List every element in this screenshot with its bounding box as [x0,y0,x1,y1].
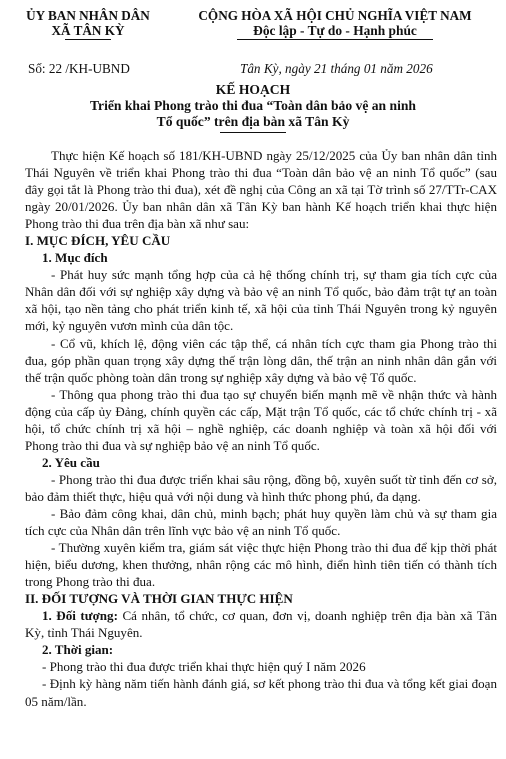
subjects-text: Cá nhân, tổ chức, cơ quan, đơn vị, doanh nghiệp trên địa bàn xã Tân Kỳ, tỉnh Thái Nguyên. [25,608,497,641]
title-line-2: Tổ quốc” trên địa bàn xã Tân Kỳ [156,114,350,129]
subjects-label: 1. Đối tượng: [42,608,118,624]
section-heading-purpose-requirements: I. MỤC ĐÍCH, YÊU CẦU [25,233,171,249]
nation-name: CỘNG HÒA XÃ HỘI CHỦ NGHĨA VIỆT NAM [198,8,472,23]
document-type: KẾ HOẠCH [215,82,291,97]
document-title [40,98,466,133]
title-line-1: Triển khai Phong trào thi đua “Toàn dân bảo vệ an ninh [90,98,416,113]
requirement-item: - Bảo đảm công khai, dân chủ, minh bạch; phát huy quyền làm chủ và sự tham gia tích cực của Nhân dân trên lĩnh vực bảo vệ an ninh Tổ quốc. [25,505,497,539]
intro-paragraph: Thực hiện Kế hoạch số 181/KH-UBND ngày 25/12/2025 của Ủy ban nhân dân tỉnh Thái Nguyên về triển khai Phong trào thi đua “Toàn dân bảo vệ an ninh Tổ quốc” (sau đây gọi tắt là Phong trào thi đua), xét đề nghị của Công an xã tại Tờ trình số 27/TTr-CAX ngày 20/01/2026. Ủy ban nhân dân xã Tân Kỳ ban hành Kế hoạch triển khai thực hiện Phong trào thi đua trên địa bàn xã như sau: [25,148,497,232]
section-heading-subjects-time: II. ĐỐI TƯỢNG VÀ THỜI GIAN THỰC HIỆN [25,591,293,607]
subsection-heading-purpose: 1. Mục đích [42,250,108,266]
requirement-item: - Thường xuyên kiểm tra, giám sát việc thực hiện Phong trào thi đua để kịp thời phát hiện, biểu dương, khen thưởng, nhân rộng các mô hình, điển hình tiên tiến có thành tích trong Phong trào thi đua. [25,540,497,590]
national-heading [170,8,500,40]
agency-name: ỦY BAN NHÂN DÂN [26,8,150,23]
document-body [25,147,497,710]
document-number: Số: 22 /KH-UBND [28,61,130,76]
time-item: - Phong trào thi đua được triển khai thực hiện quý I năm 2026 [42,659,366,675]
purpose-item: - Cổ vũ, khích lệ, động viên các tập thể, cá nhân tích cực tham gia Phong trào thi đua, góp phần quan trọng xây dựng thế trận lòng dân, thế trận an ninh nhân dân gắn với thế trận quốc phòng toàn dân trong sự nghiệp xây dựng và bảo vệ Tổ quốc. [25,335,497,385]
requirement-item: - Phong trào thi đua được triển khai sâu rộng, đồng bộ, xuyên suốt từ tỉnh đến cơ sở, bảo đảm thiết thực, hiệu quả với nội dung và hình thức phong phú, đa dạng. [25,471,497,504]
purpose-item: - Thông qua phong trào thi đua tạo sự chuyển biến mạnh mẽ về nhận thức và hành động của cấp ủy Đảng, chính quyền các cấp, Mặt trận Tổ quốc, các tổ chức chính trị - xã hội, tổ chức chính trị xã hội – nghề nghiệp, các doanh nghiệp và toàn xã hội đối với Phong trào thi đua và sự nghiệp bảo vệ an ninh Tổ quốc. [25,386,497,453]
purpose-item: - Phát huy sức mạnh tổng hợp của cả hệ thống chính trị, sự tham gia tích cực của Nhân dân đối với sự nghiệp xây dựng và bảo vệ an ninh Tổ quốc, bảo đảm trật tự an toàn xã hội, tạo nền tảng cho phát triển kinh tế, xã hội của tỉnh Thái Nguyên trong kỷ nguyên mới, kỷ nguyên vươn mình của dân tộc. [25,267,497,334]
time-item: - Định kỳ hàng năm tiến hành đánh giá, sơ kết phong trào thi đua và tổng kết giai đoạn 05 năm/lần. [25,676,497,709]
subsection-heading-requirements: 2. Yêu cầu [42,454,100,470]
place-and-date: Tân Kỳ, ngày 21 tháng 01 năm 2026 [240,61,433,76]
subsection-heading-time: 2. Thời gian: [42,642,114,658]
motto-underline [237,39,433,40]
agency-commune: XÃ TÂN KỲ [51,23,125,38]
issuing-agency [8,8,168,40]
national-motto: Độc lập - Tự do - Hạnh phúc [253,23,417,38]
agency-underline [65,39,111,40]
title-underline [220,132,286,133]
subjects-paragraph [25,607,497,641]
